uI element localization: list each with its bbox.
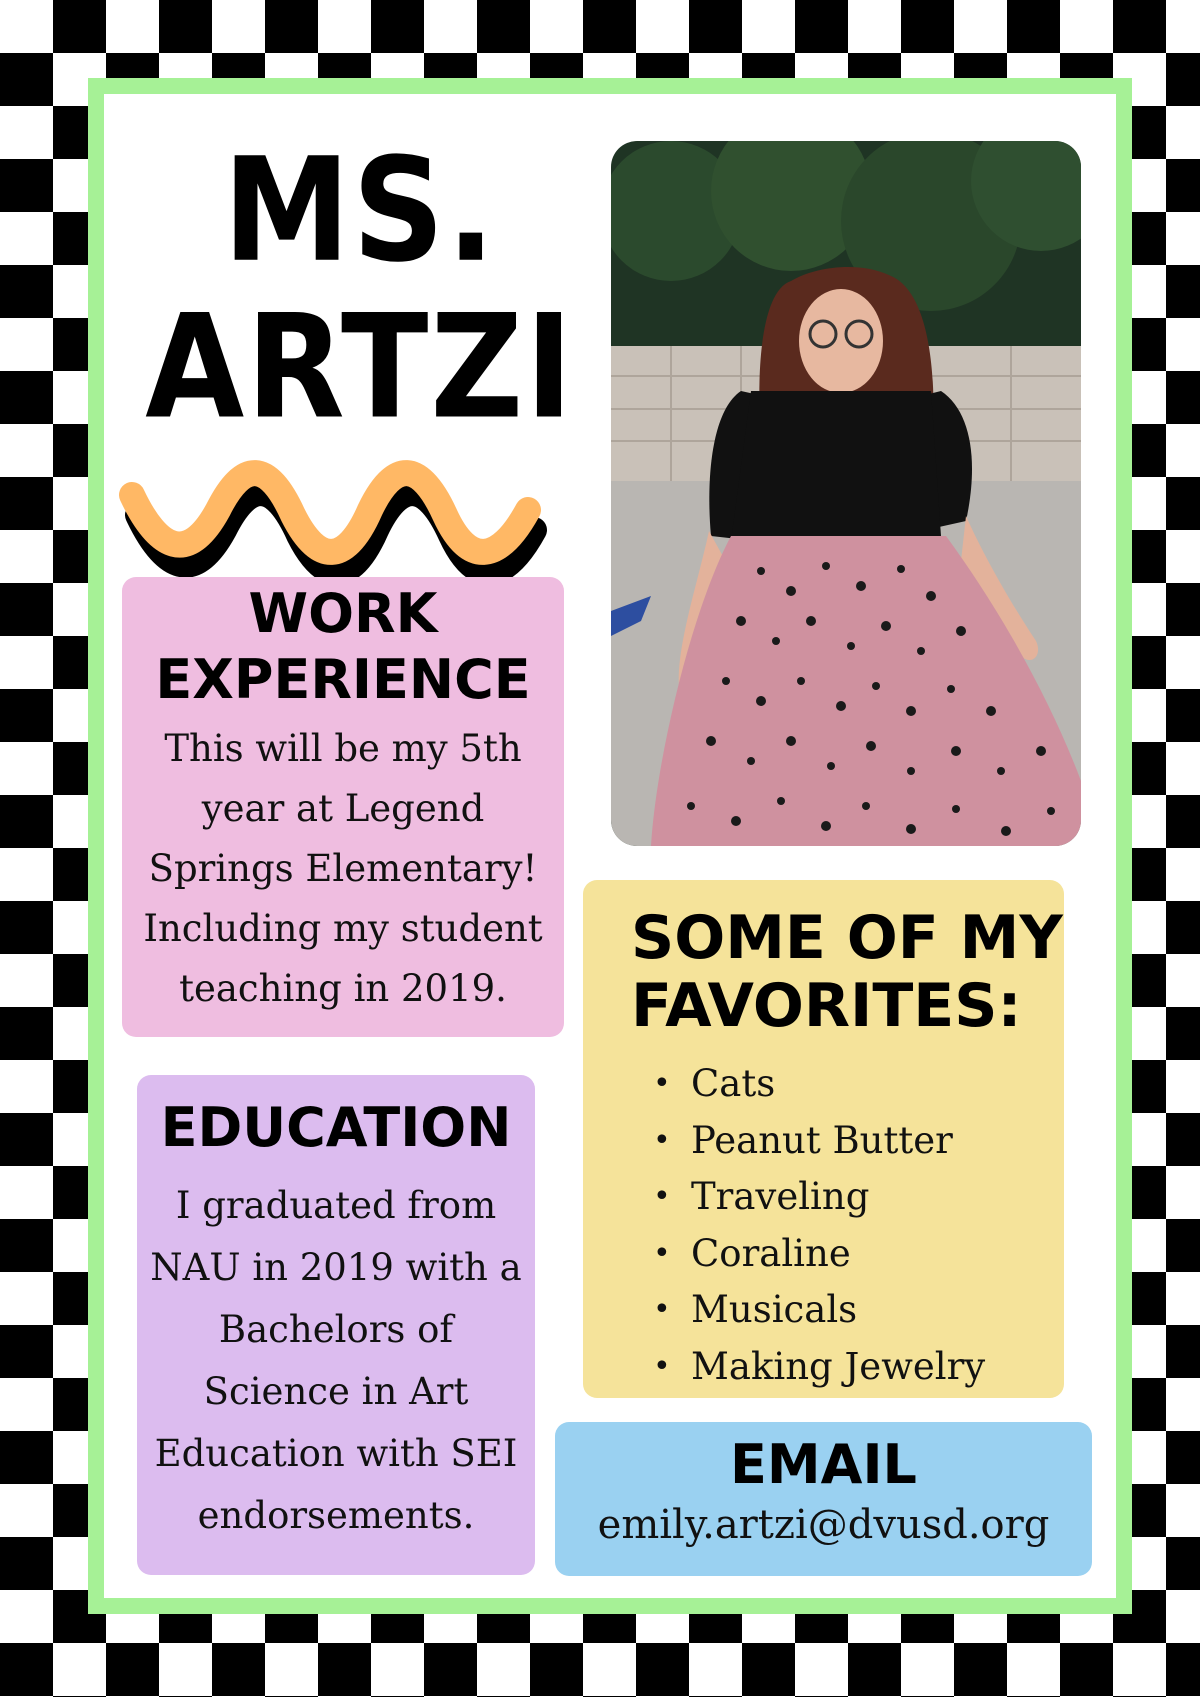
bullet-icon: • [653,1235,671,1271]
list-item [653,1339,1064,1396]
bullet-icon: • [653,1122,671,1158]
education-text: I graduated from NAU in 2019 with a Bachelors of Science in Art Education with SEI endorsements. [150,1184,522,1537]
education-heading: EDUCATION [160,1096,512,1159]
bullet-icon: • [653,1292,671,1327]
favorite-label: Making Jewelry [691,1344,986,1388]
favorites-heading [631,880,1064,1040]
title-line-2: ARTZI [145,284,575,452]
work-experience-text: This will be my 5th year at Legend Springs Elementary! Including my student teaching in 2019. [143,727,543,1010]
list-item [653,1113,1064,1170]
list-item [653,1056,1064,1113]
list-item [653,1282,1064,1339]
favorites-card [583,880,1064,1398]
email-heading: EMAIL [730,1433,917,1496]
email-card [555,1422,1092,1576]
bullet-icon: • [653,1348,671,1384]
bullet-icon: • [653,1179,671,1214]
bullet-icon: • [653,1066,671,1101]
work-experience-card [122,577,564,1037]
favorites-heading-line-1: SOME OF MY [631,903,1063,973]
favorite-label: Traveling [691,1175,870,1218]
squiggle-decoration [118,440,558,580]
page-title [120,127,600,452]
favorites-list [583,1056,1064,1395]
list-item [653,1226,1064,1283]
teacher-photo [611,141,1081,846]
work-heading-line-2: EXPERIENCE [155,648,531,711]
list-item [653,1169,1064,1226]
favorites-heading-line-2: FAVORITES: [631,971,1022,1041]
email-address[interactable]: emily.artzi@dvusd.org [597,1502,1050,1548]
work-experience-heading [122,577,564,713]
work-heading-line-1: WORK [248,582,438,645]
favorite-label: Cats [691,1062,776,1105]
education-card [137,1075,535,1575]
favorite-label: Peanut Butter [691,1118,953,1162]
title-line-1: MS. [222,127,498,295]
favorite-label: Coraline [691,1231,851,1275]
favorite-label: Musicals [691,1288,858,1331]
